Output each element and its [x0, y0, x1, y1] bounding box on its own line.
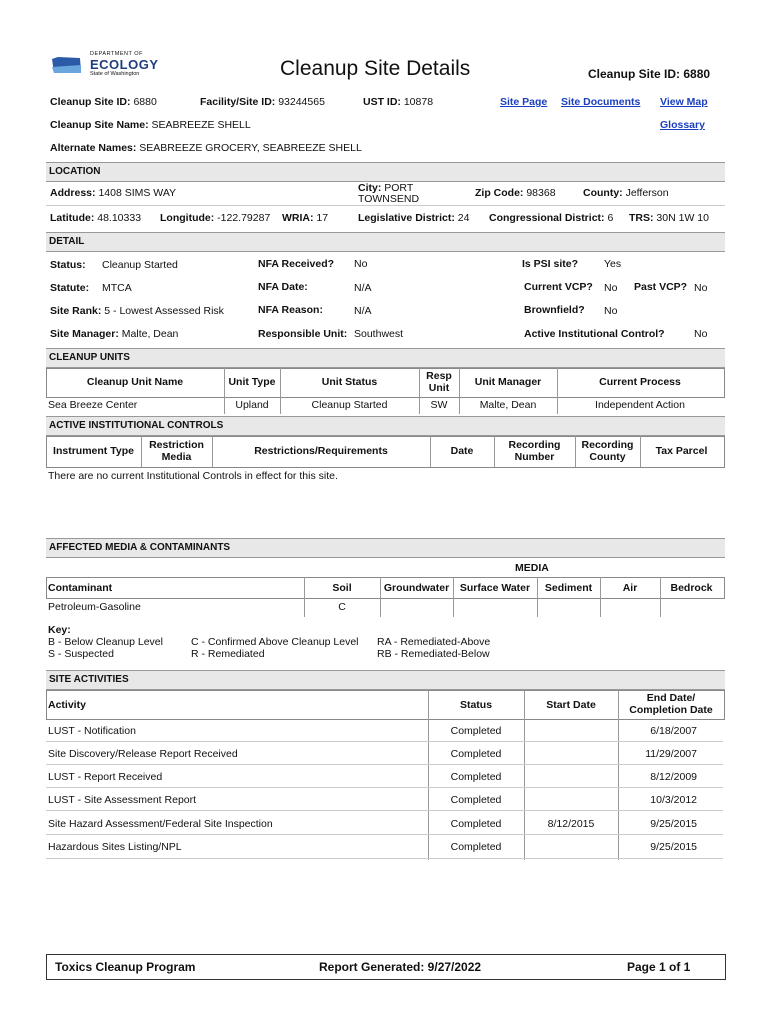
footer-generated: Report Generated: 9/27/2022 [319, 960, 482, 974]
nfa-date-value: N/A [354, 282, 372, 294]
col-unit-manager: Unit Manager [474, 376, 542, 388]
col-sediment: Sediment [544, 582, 593, 594]
activity-status: Completed [450, 748, 502, 760]
controls-empty-note: There are no current Institutional Controls in effect for this site. [48, 470, 338, 482]
psi-value: Yes [604, 258, 622, 270]
cleanup-site-id-label: Cleanup Site ID: [50, 96, 131, 108]
responsible-unit-value: Southwest [354, 328, 404, 340]
latitude-label: Latitude: [50, 212, 95, 224]
col-end-date: End Date/ Completion Date [629, 692, 713, 716]
col-groundwater: Groundwater [383, 582, 450, 594]
unit-manager-cell: Malte, Dean [479, 399, 537, 411]
zip-value: 98368 [526, 187, 556, 199]
col-cleanup-unit-name: Cleanup Unit Name [86, 376, 184, 388]
activity-name: Site Discovery/Release Report Received [48, 748, 238, 760]
col-contaminant: Contaminant [48, 582, 113, 594]
facility-id: 93244565 [278, 96, 325, 108]
alt-names-label: Alternate Names: [50, 142, 137, 154]
activity-end-date: 8/12/2009 [650, 771, 697, 783]
col-resp-unit: Resp Unit [426, 370, 452, 394]
facility-id-label: Facility/Site ID: [200, 96, 276, 108]
resp-unit-cell: SW [430, 399, 448, 411]
psi-label: Is PSI site? [522, 258, 579, 270]
site-manager-value: Malte, Dean [121, 328, 179, 340]
col-status: Status [459, 699, 493, 711]
key-r: R - Remediated [191, 648, 265, 660]
activities-section-title: SITE ACTIVITIES [49, 674, 129, 685]
active-institutional-control-value: No [694, 328, 708, 340]
city-label: City: [358, 182, 382, 194]
page-footer [46, 954, 726, 980]
city-field [358, 182, 428, 205]
contaminant-cell: Petroleum-Gasoline [48, 601, 141, 613]
soil-cell: C [338, 601, 346, 613]
unit-status-cell: Cleanup Started [311, 399, 388, 411]
nfa-reason-value: N/A [354, 305, 372, 317]
media-section-bar [46, 538, 725, 558]
activity-end-date: 9/25/2015 [650, 841, 697, 853]
longitude-value: -122.79287 [217, 212, 271, 224]
nfa-received-label: NFA Received? [258, 258, 335, 270]
current-process-cell: Independent Action [595, 399, 685, 411]
activity-status: Completed [450, 794, 502, 806]
past-vcp-label: Past VCP? [634, 281, 688, 293]
col-current-process: Current Process [599, 376, 681, 388]
view-map-link[interactable]: View Map [660, 96, 708, 108]
unit-name-cell: Sea Breeze Center [48, 399, 138, 411]
longitude-label: Longitude: [160, 212, 215, 224]
col-unit-status: Unit Status [321, 376, 378, 388]
site-rank-label: Site Rank: [50, 305, 102, 317]
statute-value: MTCA [102, 282, 132, 294]
page-title: Cleanup Site Details [280, 57, 471, 80]
zip-label: Zip Code: [475, 187, 524, 199]
legislative-district-label: Legislative District: [358, 212, 455, 224]
current-vcp-value: No [604, 282, 618, 294]
brownfield-value: No [604, 305, 618, 317]
col-tax-parcel: Tax Parcel [655, 445, 708, 457]
activity-end-date: 10/3/2012 [650, 794, 697, 806]
logo-line1: DEPARTMENT OF [90, 51, 143, 57]
activity-name: Site Hazard Assessment/Federal Site Inspection [48, 818, 273, 830]
col-recording-number: Recording Number [508, 439, 561, 463]
ecology-logo [50, 50, 159, 80]
city-value: PORT TOWNSEND [358, 182, 420, 205]
key-ra: RA - Remediated-Above [377, 636, 491, 648]
media-section-title: AFFECTED MEDIA & CONTAMINANTS [49, 542, 231, 553]
statute-label: Statute: [50, 282, 90, 294]
location-section-bar [46, 162, 725, 182]
footer-page: Page 1 of 1 [627, 960, 691, 974]
key-title: Key: [48, 624, 71, 636]
site-manager-label: Site Manager: [50, 328, 119, 340]
logo-line2: ECOLOGY [90, 57, 159, 72]
county-label: County: [583, 187, 623, 199]
logo-line3: State of Washington [90, 71, 140, 77]
controls-section-title: ACTIVE INSTITUTIONAL CONTROLS [49, 420, 224, 431]
col-start-date: Start Date [546, 699, 596, 711]
washington-map-icon [50, 55, 84, 77]
detail-section-bar [46, 232, 725, 252]
nfa-date-label: NFA Date: [258, 281, 308, 293]
alt-names: SEABREEZE GROCERY, SEABREEZE SHELL [139, 142, 362, 154]
detail-section-title: DETAIL [49, 236, 85, 247]
col-instrument-type: Instrument Type [53, 445, 134, 457]
activity-status: Completed [450, 725, 502, 737]
location-section-title: LOCATION [49, 166, 101, 177]
activity-status: Completed [450, 818, 502, 830]
activity-name: Hazardous Sites Listing/NPL [48, 841, 182, 853]
site-rank-value: 5 - Lowest Assessed Risk [104, 305, 224, 317]
address-label: Address: [50, 187, 96, 199]
activity-name: LUST - Report Received [48, 771, 163, 783]
past-vcp-value: No [694, 282, 708, 294]
col-unit-type: Unit Type [228, 376, 276, 388]
wria-label: WRIA: [282, 212, 314, 224]
activity-end-date: 11/29/2007 [645, 748, 697, 760]
col-air: Air [622, 582, 638, 594]
activity-start-date: 8/12/2015 [547, 818, 595, 830]
site-name-label: Cleanup Site Name: [50, 119, 149, 131]
key-c: C - Confirmed Above Cleanup Level [191, 636, 359, 648]
key-s: S - Suspected [48, 648, 114, 660]
address-value: 1408 SIMS WAY [98, 187, 177, 199]
activity-end-date: 9/25/2015 [650, 818, 697, 830]
activity-status: Completed [450, 771, 502, 783]
cleanup-site-id: 6880 [133, 96, 157, 108]
key-rb: RB - Remediated-Below [377, 648, 490, 660]
controls-section-bar [46, 416, 725, 436]
col-soil: Soil [332, 582, 352, 594]
nfa-received-value: No [354, 258, 368, 270]
ust-id: 10878 [403, 96, 434, 108]
status-label: Status: [50, 259, 86, 271]
current-vcp-label: Current VCP? [524, 281, 593, 293]
county-value: Jefferson [625, 187, 669, 199]
col-restrictions-requirements: Restrictions/Requirements [254, 445, 388, 457]
nfa-reason-label: NFA Reason: [258, 304, 323, 316]
wria-value: 17 [316, 212, 329, 224]
col-recording-county: Recording County [581, 439, 634, 463]
activity-name: LUST - Site Assessment Report [48, 794, 197, 806]
legislative-district-value: 24 [457, 212, 470, 224]
key-b: B - Below Cleanup Level [48, 636, 163, 648]
unit-type-cell: Upland [235, 399, 269, 411]
site-documents-link[interactable]: Site Documents [561, 96, 641, 108]
congressional-district-label: Congressional District: [489, 212, 605, 224]
activity-status: Completed [450, 841, 502, 853]
congressional-district-value: 6 [607, 212, 614, 224]
media-label: MEDIA [515, 562, 549, 574]
col-restriction-media: Restriction Media [149, 439, 204, 463]
site-name: SEABREEZE SHELL [151, 119, 251, 131]
col-activity: Activity [48, 699, 86, 711]
site-page-link[interactable]: Site Page [500, 96, 548, 108]
trs-value: 30N 1W 10 [656, 212, 709, 224]
site-id-top: Cleanup Site ID: 6880 [588, 67, 711, 81]
active-institutional-control-label: Active Institutional Control? [524, 328, 665, 340]
cleanup-units-section-bar [46, 348, 725, 368]
activities-section-bar [46, 670, 725, 690]
ust-id-label: UST ID: [363, 96, 401, 108]
latitude-value: 48.10333 [97, 212, 142, 224]
glossary-link[interactable]: Glossary [660, 119, 705, 131]
activity-name: LUST - Notification [48, 725, 136, 737]
footer-program: Toxics Cleanup Program [55, 960, 196, 974]
cleanup-units-section-title: CLEANUP UNITS [49, 352, 130, 363]
col-surface-water: Surface Water [459, 582, 531, 594]
trs-label: TRS: [629, 212, 654, 224]
activity-end-date: 6/18/2007 [650, 725, 697, 737]
brownfield-label: Brownfield? [524, 304, 585, 316]
col-bedrock: Bedrock [670, 582, 713, 594]
col-date: Date [450, 445, 474, 457]
responsible-unit-label: Responsible Unit: [258, 328, 348, 340]
status-value: Cleanup Started [102, 259, 178, 271]
